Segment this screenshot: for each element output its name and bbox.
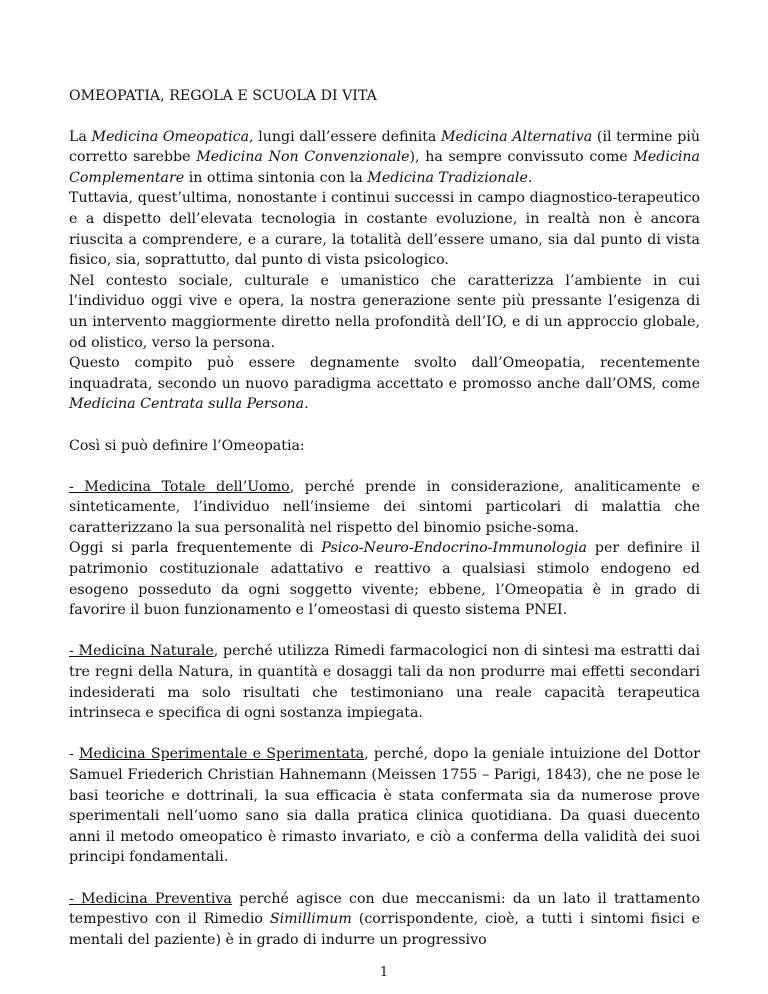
text-run: ), ha sempre convissuto come [409, 149, 634, 166]
text-run: - [69, 746, 80, 763]
text-run: , perché prende in considerazione, analiticamente e sinteticamente, l’individuo nell’insieme dei sintomi particolari di malattia che caratterizzano la sua personalità nel rispetto del binomio psiche-soma. [69, 478, 701, 536]
text-run: per definire il patrimonio costituzionale adattativo e reattivo a qualsiasi stimolo endogeno ed esogeno posseduto da ogni soggetto vivente; ebbene, l’Omeopatia è in grado di favorire il buon funzionamento e l’omeostasi di questo sistema PNEI. [69, 540, 700, 619]
text-run: . [527, 169, 533, 186]
paragraph-intro [69, 127, 700, 189]
emphasis-medicina-non-convenzionale: Medicina Non Convenzionale [196, 149, 410, 166]
paragraph-compito [69, 353, 700, 415]
text-run: (corrispondente, cioè, a tutti i sintomi fisici e mentali del paziente) è in grado di indurre un progressivo [69, 911, 700, 948]
section-medicina-naturale [69, 641, 700, 723]
emphasis-simillimum: Simillimum [269, 911, 352, 928]
emphasis-medicina-centrata: Medicina Centrata sulla Persona [69, 396, 305, 413]
paragraph-contesto: Nel contesto sociale, culturale e umanistico che caratterizza l’ambiente in cui l’individuo oggi vive e opera, la nostra generazione sente più pressante l’esigenza di un intervento maggiormente diretto nella profondità dell’IO, e di un approccio globale, od olistico, verso la persona. [69, 272, 700, 351]
section-heading-medicina-totale: - Medicina Totale dell’Uomo [69, 478, 290, 495]
text-run: La [69, 128, 92, 145]
text-run: Oggi si parla frequentemente di [69, 540, 322, 557]
document-page [69, 86, 700, 950]
page-number: 1 [379, 965, 389, 980]
paragraph-pnei [69, 538, 700, 620]
section-medicina-sperimentale [69, 744, 700, 868]
section-heading-medicina-sperimentale: Medicina Sperimentale e Sperimentata [79, 746, 365, 763]
text-run: perché agisce con due meccanismi: da un lato il trattamento tempestivo con il Rimedio [69, 890, 700, 928]
text-run: , perché utilizza Rimedi farmacologici non di sintesi ma estratti dai tre regni della Natura, in quantità e dosaggi tali da non produrre mai effetti secondari indesiderati ma solo risultati che testimoniano una reale capacità terapeutica intrinseca e specifica di ogni sostanza impiegata. [69, 643, 700, 722]
text-run: (il termine più corretto sarebbe [69, 128, 700, 166]
emphasis-medicina-tradizionale: Medicina Tradizionale [367, 169, 528, 186]
text-run: Questo compito può essere degnamente svolto dall’Omeopatia, recentemente inquadrata, secondo un nuovo paradigma accettato e promosso anche dall’OMS, come [69, 355, 700, 392]
emphasis-pnei: Psico-Neuro-Endocrino-Immunologia [321, 540, 587, 557]
text-run: , lungi dall’essere definita [249, 128, 442, 145]
section-medicina-preventiva [69, 889, 700, 951]
paragraph-definizione: Così si può definire l’Omeopatia: [69, 437, 305, 454]
document-title: OMEOPATIA, REGOLA E SCUOLA DI VITA [69, 88, 377, 104]
emphasis-medicina-omeopatica: Medicina Omeopatica [91, 128, 250, 145]
text-run: in ottima sintonia con la [184, 169, 368, 186]
section-heading-medicina-naturale: - Medicina Naturale [69, 643, 214, 660]
text-run: , perché, dopo la geniale intuizione del Dottor Samuel Friederich Christian Hahnemann (Meissen 1755 – Parigi, 1843), che ne pose le basi teoriche e dottrinali, la sua efficacia è stata confermata sia da numerose prove sperimentali nell’uomo sano sia dalla pratica clinica quotidiana. Da quasi duecento anni il metodo omeopatico è rimasto invariato, e ciò a conferma della validità dei suoi principi fondamentali. [69, 746, 700, 866]
emphasis-medicina-complementare: Medicina Complementare [69, 149, 700, 186]
paragraph-tuttavia: Tuttavia, quest’ultima, nonostante i continui successi in campo diagnostico-terapeutico e a dispetto dell’elevata tecnologia in costante evoluzione, in realtà non è ancora riuscita a comprendere, e a curare, la totalità dell’essere umano, sia dal punto di vista fisico, sia, soprattutto, dal punto di vista psicologico. [69, 190, 700, 269]
text-run: . [304, 396, 309, 413]
emphasis-medicina-alternativa: Medicina Alternativa [441, 128, 593, 145]
section-medicina-totale [69, 477, 700, 539]
section-heading-medicina-preventiva: - Medicina Preventiva [69, 890, 232, 907]
